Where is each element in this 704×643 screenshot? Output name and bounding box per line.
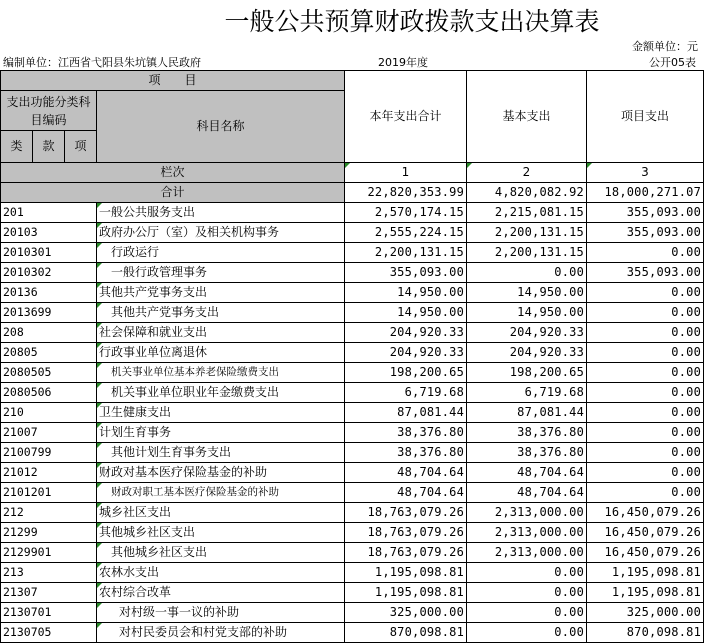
- row-name: 其他共产党事务支出: [97, 283, 345, 303]
- row-basic: 14,950.00: [467, 283, 587, 303]
- sum-total: 22,820,353.99: [345, 183, 467, 203]
- row-name: 财政对基本医疗保险基金的补助: [97, 463, 345, 483]
- row-code: 21299: [1, 523, 97, 543]
- row-total: 18,763,079.26: [345, 543, 467, 563]
- table-row: [1, 583, 704, 603]
- table-row: [1, 483, 704, 503]
- row-project: 0.00: [587, 323, 704, 343]
- report-year: 2019年度: [378, 56, 428, 69]
- row-total: 14,950.00: [345, 303, 467, 323]
- row-project: 0.00: [587, 443, 704, 463]
- table-row: [1, 303, 704, 323]
- row-name: 农林水支出: [97, 563, 345, 583]
- row-basic: 198,200.65: [467, 363, 587, 383]
- table-row: [1, 243, 704, 263]
- row-project: 0.00: [587, 343, 704, 363]
- row-basic: 2,200,131.15: [467, 223, 587, 243]
- row-code: 2010301: [1, 243, 97, 263]
- header-kuan: 款: [33, 131, 65, 163]
- row-basic: 0.00: [467, 603, 587, 623]
- row-total: 870,098.81: [345, 623, 467, 643]
- table-row: [1, 363, 704, 383]
- row-project: 1,195,098.81: [587, 563, 704, 583]
- col-num-1: 1: [345, 163, 467, 183]
- row-basic: 14,950.00: [467, 303, 587, 323]
- row-total: 1,195,098.81: [345, 563, 467, 583]
- row-code: 20136: [1, 283, 97, 303]
- row-project: 0.00: [587, 463, 704, 483]
- col-num-2: 2: [467, 163, 587, 183]
- row-code: 201: [1, 203, 97, 223]
- row-code: 210: [1, 403, 97, 423]
- row-total: 18,763,079.26: [345, 503, 467, 523]
- row-project: 870,098.81: [587, 623, 704, 643]
- row-basic: 38,376.80: [467, 423, 587, 443]
- row-name: 社会保障和就业支出: [97, 323, 345, 343]
- row-code: 2130705: [1, 623, 97, 643]
- expenditure-table: [0, 70, 704, 643]
- table-row: [1, 523, 704, 543]
- row-name: 对村民委员会和村党支部的补助: [97, 623, 345, 643]
- row-total: 2,570,174.15: [345, 203, 467, 223]
- header-xiang: 项: [65, 131, 97, 163]
- row-code: 2080506: [1, 383, 97, 403]
- table-row: [1, 543, 704, 563]
- row-total: 2,555,224.15: [345, 223, 467, 243]
- header-project: 项目支出: [587, 71, 704, 163]
- row-project: 355,093.00: [587, 263, 704, 283]
- row-name: 城乡社区支出: [97, 503, 345, 523]
- table-row: [1, 603, 704, 623]
- row-name: 机关事业单位基本养老保险缴费支出: [97, 363, 345, 383]
- row-total: 325,000.00: [345, 603, 467, 623]
- table-row: [1, 443, 704, 463]
- currency-unit: 金额单位：元: [632, 40, 698, 53]
- table-row: [1, 223, 704, 243]
- col-num-3: 3: [587, 163, 704, 183]
- header-name: 科目名称: [97, 91, 345, 163]
- row-project: 1,195,098.81: [587, 583, 704, 603]
- row-code: 2100799: [1, 443, 97, 463]
- row-code: 2080505: [1, 363, 97, 383]
- row-basic: 2,313,000.00: [467, 523, 587, 543]
- row-name: 财政对职工基本医疗保险基金的补助: [97, 483, 345, 503]
- row-project: 0.00: [587, 383, 704, 403]
- row-total: 355,093.00: [345, 263, 467, 283]
- row-total: 2,200,131.15: [345, 243, 467, 263]
- row-code: 208: [1, 323, 97, 343]
- row-name: 一般行政管理事务: [97, 263, 345, 283]
- row-code: 2013699: [1, 303, 97, 323]
- table-row: [1, 423, 704, 443]
- table-row: [1, 343, 704, 363]
- row-basic: 6,719.68: [467, 383, 587, 403]
- row-total: 38,376.80: [345, 443, 467, 463]
- compiling-unit: 编制单位：江西省弋阳县朱坑镇人民政府: [3, 56, 201, 69]
- form-number: 公开05表: [649, 56, 696, 69]
- row-total: 14,950.00: [345, 283, 467, 303]
- row-basic: 2,313,000.00: [467, 543, 587, 563]
- sum-basic: 4,820,082.92: [467, 183, 587, 203]
- row-name: 对村级一事一议的补助: [97, 603, 345, 623]
- row-basic: 87,081.44: [467, 403, 587, 423]
- row-code: 2010302: [1, 263, 97, 283]
- row-project: 0.00: [587, 283, 704, 303]
- row-code: 20805: [1, 343, 97, 363]
- row-project: 0.00: [587, 303, 704, 323]
- row-total: 87,081.44: [345, 403, 467, 423]
- row-code: 212: [1, 503, 97, 523]
- row-basic: 0.00: [467, 623, 587, 643]
- row-name: 农村综合改革: [97, 583, 345, 603]
- row-basic: 2,200,131.15: [467, 243, 587, 263]
- row-project: 16,450,079.26: [587, 543, 704, 563]
- row-code: 2129901: [1, 543, 97, 563]
- row-basic: 38,376.80: [467, 443, 587, 463]
- header-lanci: 栏次: [1, 163, 345, 183]
- table-row: [1, 623, 704, 643]
- row-project: 325,000.00: [587, 603, 704, 623]
- row-basic: 204,920.33: [467, 343, 587, 363]
- row-total: 204,920.33: [345, 343, 467, 363]
- row-total: 1,195,098.81: [345, 583, 467, 603]
- row-basic: 2,313,000.00: [467, 503, 587, 523]
- row-total: 198,200.65: [345, 363, 467, 383]
- row-total: 204,920.33: [345, 323, 467, 343]
- row-project: 355,093.00: [587, 203, 704, 223]
- table-row: [1, 203, 704, 223]
- row-name: 计划生育事务: [97, 423, 345, 443]
- header-item: 项 目: [1, 71, 345, 91]
- row-name: 其他共产党事务支出: [97, 303, 345, 323]
- row-code: 213: [1, 563, 97, 583]
- page-title: 一般公共预算财政拨款支出决算表: [224, 7, 600, 36]
- row-project: 0.00: [587, 403, 704, 423]
- row-basic: 0.00: [467, 263, 587, 283]
- row-basic: 48,704.64: [467, 483, 587, 503]
- row-basic: 0.00: [467, 583, 587, 603]
- row-name: 其他计划生育事务支出: [97, 443, 345, 463]
- header-lei: 类: [1, 131, 33, 163]
- header-code: 支出功能分类科目编码: [1, 91, 97, 131]
- row-name: 机关事业单位职业年金缴费支出: [97, 383, 345, 403]
- table-row: [1, 463, 704, 483]
- header-total: 本年支出合计: [345, 71, 467, 163]
- row-name: 其他城乡社区支出: [97, 543, 345, 563]
- row-name: 一般公共服务支出: [97, 203, 345, 223]
- row-project: 0.00: [587, 363, 704, 383]
- row-total: 18,763,079.26: [345, 523, 467, 543]
- row-code: 2130701: [1, 603, 97, 623]
- row-basic: 2,215,081.15: [467, 203, 587, 223]
- row-project: 16,450,079.26: [587, 523, 704, 543]
- report-meta: [0, 55, 704, 70]
- row-code: 21012: [1, 463, 97, 483]
- sum-label: 合计: [1, 183, 345, 203]
- row-basic: 48,704.64: [467, 463, 587, 483]
- table-row: [1, 403, 704, 423]
- row-name: 政府办公厅（室）及相关机构事务: [97, 223, 345, 243]
- table-row: [1, 383, 704, 403]
- row-total: 48,704.64: [345, 463, 467, 483]
- row-name: 卫生健康支出: [97, 403, 345, 423]
- row-project: 0.00: [587, 423, 704, 443]
- table-row: [1, 563, 704, 583]
- row-total: 6,719.68: [345, 383, 467, 403]
- table-row: [1, 323, 704, 343]
- row-code: 2101201: [1, 483, 97, 503]
- table-row: [1, 263, 704, 283]
- row-name: 其他城乡社区支出: [97, 523, 345, 543]
- row-basic: 204,920.33: [467, 323, 587, 343]
- row-project: 16,450,079.26: [587, 503, 704, 523]
- row-basic: 0.00: [467, 563, 587, 583]
- row-code: 21307: [1, 583, 97, 603]
- row-total: 38,376.80: [345, 423, 467, 443]
- sum-project: 18,000,271.07: [587, 183, 704, 203]
- table-row: [1, 283, 704, 303]
- table-row: [1, 503, 704, 523]
- row-total: 48,704.64: [345, 483, 467, 503]
- row-name: 行政事业单位离退休: [97, 343, 345, 363]
- row-name: 行政运行: [97, 243, 345, 263]
- header-basic: 基本支出: [467, 71, 587, 163]
- row-code: 20103: [1, 223, 97, 243]
- row-code: 21007: [1, 423, 97, 443]
- row-project: 355,093.00: [587, 223, 704, 243]
- row-project: 0.00: [587, 243, 704, 263]
- row-project: 0.00: [587, 483, 704, 503]
